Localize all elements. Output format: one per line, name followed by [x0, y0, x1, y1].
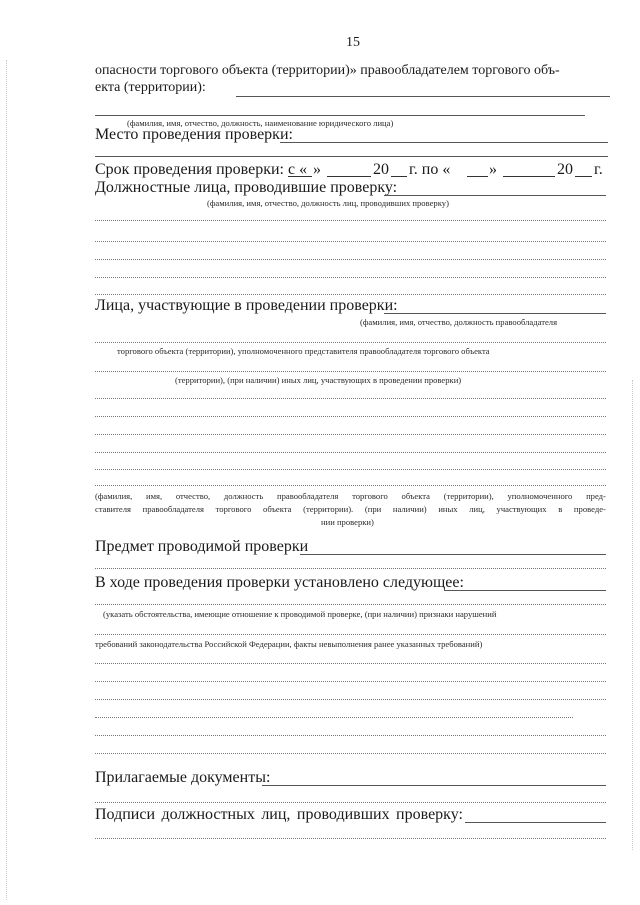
signatures-fill-line-2[interactable] — [95, 838, 606, 839]
term-label: Срок проведения проверки: с « — [95, 161, 308, 178]
holder-caption: (фамилия, имя, отчество, должность, наименование юридического лица) — [127, 118, 394, 128]
header-line-2: екта (территории): — [95, 80, 206, 95]
participants-fill-line-5[interactable] — [95, 416, 606, 417]
caption-word: проведе- — [573, 504, 606, 514]
findings-fill-line-5[interactable] — [95, 681, 606, 682]
caption-word: уполномоченного — [507, 491, 573, 501]
place-fill-line-2[interactable] — [95, 156, 608, 157]
participants-caption-4-line-1 — [95, 491, 606, 501]
caption-word: правообладателя — [142, 504, 204, 514]
term-year-suffix: г. — [594, 161, 603, 178]
term-day-to[interactable] — [467, 176, 488, 177]
findings-label: В ходе проведения проверки установлено следующее: — [95, 574, 464, 591]
caption-word: (фамилия, — [95, 491, 133, 501]
holder-fill-line-2[interactable] — [95, 115, 585, 116]
caption-word: должность — [223, 491, 264, 501]
participants-fill-line-8[interactable] — [95, 469, 606, 470]
findings-fill-line-9[interactable] — [95, 753, 606, 754]
scan-edge-left — [6, 60, 7, 900]
officials-fill-line-3[interactable] — [95, 241, 606, 242]
signatures-label-word: Подписи — [95, 806, 156, 823]
scan-edge-right — [632, 380, 633, 850]
attachments-fill-line-2[interactable] — [95, 802, 606, 803]
findings-fill-line-3[interactable] — [95, 634, 606, 635]
participants-fill-line-2[interactable] — [95, 342, 606, 343]
place-fill-line-1[interactable] — [280, 142, 608, 143]
findings-fill-line-8[interactable] — [95, 735, 606, 736]
term-day-from[interactable] — [288, 176, 312, 177]
participants-caption-3: (территории), (при наличии) иных лиц, участвующих в проведении проверки) — [175, 375, 462, 385]
officials-label: Должностные лица, проводившие проверку: — [95, 179, 398, 196]
caption-word: участвующих — [496, 504, 547, 514]
findings-caption-2: требований законодательства Российской Федерации, факты невыполнения ранее указанных требований) — [95, 639, 483, 649]
holder-fill-line-1[interactable] — [236, 96, 610, 97]
term-year-1: 20 — [373, 161, 389, 178]
subject-label: Предмет проводимой проверки — [95, 538, 309, 555]
participants-caption-1: (фамилия, имя, отчество, должность правообладателя — [360, 317, 558, 327]
participants-fill-line-4[interactable] — [95, 398, 606, 399]
attachments-label: Прилагаемые документы: — [95, 769, 271, 786]
caption-word: торгового — [215, 504, 252, 514]
header-line-1: опасности торгового объекта (территории)» правообладателем торгового объ- — [95, 63, 560, 78]
participants-fill-line-7[interactable] — [95, 452, 606, 453]
page-number: 15 — [346, 35, 360, 50]
findings-fill-line-2[interactable] — [95, 604, 606, 605]
caption-word: в — [558, 504, 563, 514]
caption-word: объекта — [401, 491, 430, 501]
caption-word: лиц, — [469, 504, 485, 514]
caption-word: ставителя — [95, 504, 131, 514]
caption-word: (при — [364, 504, 382, 514]
subject-fill-line-2[interactable] — [95, 568, 606, 569]
term-year-from[interactable] — [391, 176, 407, 177]
caption-word: (территории), — [443, 491, 494, 501]
findings-fill-line-1[interactable] — [444, 590, 606, 591]
signatures-label-word: проводивших — [296, 806, 390, 823]
term-month-from[interactable] — [327, 176, 371, 177]
caption-word: (территории). — [303, 504, 354, 514]
participants-caption-2: торгового объекта (территории), уполномоченного представителя правообладателя торгового объекта — [117, 346, 490, 356]
signatures-label — [95, 806, 463, 824]
findings-fill-line-4[interactable] — [95, 663, 606, 664]
caption-word: правообладателя — [277, 491, 339, 501]
signatures-label-word: должностных — [161, 806, 255, 823]
term-quote-2: » — [489, 161, 497, 178]
officials-caption: (фамилия, имя, отчество, должность лиц, проводивших проверку) — [207, 198, 449, 208]
participants-fill-line-1[interactable] — [384, 313, 606, 314]
officials-fill-line-1[interactable] — [384, 195, 606, 196]
term-year-2: 20 — [557, 161, 573, 178]
caption-word: имя, — [146, 491, 163, 501]
caption-word: иных — [438, 504, 458, 514]
participants-caption-4-line-3: нии проверки) — [321, 517, 374, 527]
officials-fill-line-4[interactable] — [95, 259, 606, 260]
findings-fill-line-6[interactable] — [95, 699, 606, 700]
participants-fill-line-3[interactable] — [95, 371, 606, 372]
findings-fill-line-7[interactable] — [95, 717, 573, 718]
officials-fill-line-5[interactable] — [95, 277, 606, 278]
term-quote-1: » — [313, 161, 321, 178]
place-label: Место проведения проверки: — [95, 126, 293, 143]
officials-fill-line-6[interactable] — [95, 294, 606, 295]
caption-word: отчество, — [175, 491, 211, 501]
signatures-label-word: лиц, — [261, 806, 291, 823]
participants-caption-4-line-2 — [95, 504, 606, 514]
caption-word: торгового — [352, 491, 388, 501]
officials-fill-line-2[interactable] — [95, 220, 606, 221]
attachments-fill-line-1[interactable] — [262, 785, 606, 786]
term-year-to[interactable] — [575, 176, 592, 177]
term-to-label: г. по « — [409, 161, 451, 178]
caption-word: наличии) — [392, 504, 427, 514]
participants-fill-line-6[interactable] — [95, 434, 606, 435]
caption-word: объекта — [263, 504, 292, 514]
participants-label: Лица, участвующие в проведении проверки: — [95, 297, 398, 314]
caption-word: пред- — [586, 491, 606, 501]
participants-fill-line-9[interactable] — [95, 485, 606, 486]
findings-caption-1: (указать обстоятельства, имеющие отношение к проводимой проверке, (при наличии) признаки нарушений — [103, 609, 497, 619]
subject-fill-line-1[interactable] — [300, 554, 606, 555]
term-month-to[interactable] — [503, 176, 555, 177]
signatures-fill-line-1[interactable] — [465, 822, 606, 823]
signatures-label-word: проверку: — [396, 806, 463, 823]
